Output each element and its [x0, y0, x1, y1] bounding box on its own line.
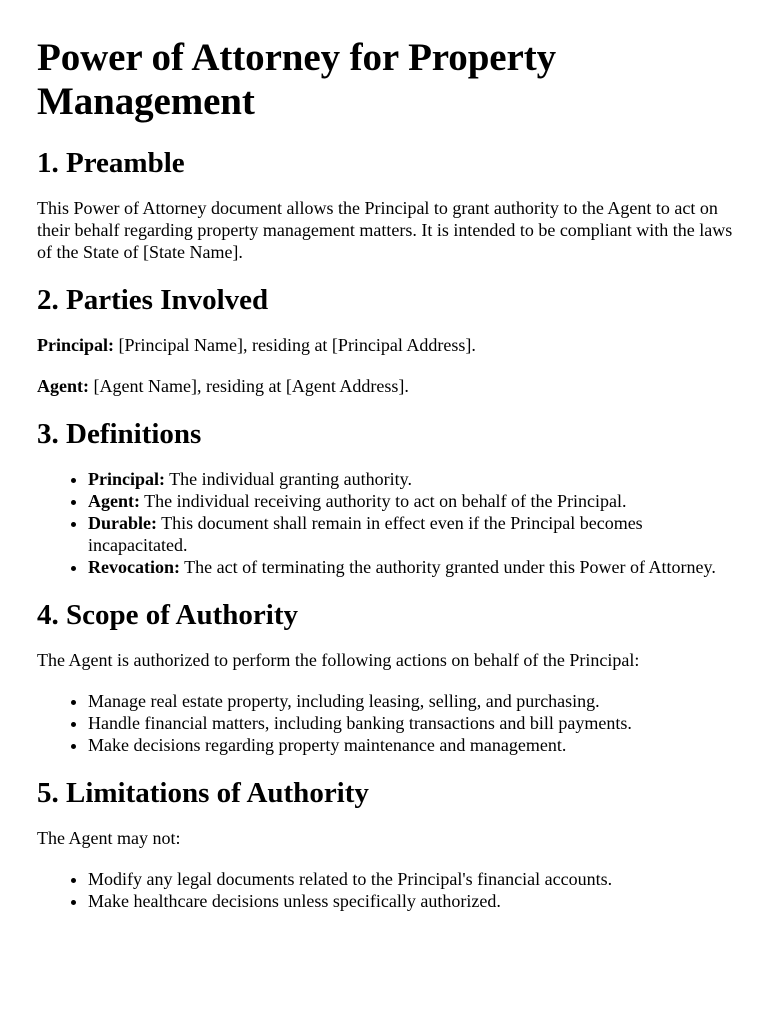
section-heading-definitions: 3. Definitions [37, 418, 202, 450]
agent-text: [Agent Name], residing at [Agent Address]. [89, 376, 409, 396]
section-heading-limitations: 5. Limitations of Authority [37, 777, 369, 809]
principal-text: [Principal Name], residing at [Principal Address]. [114, 335, 476, 355]
principal-line [37, 334, 733, 356]
section-heading-parties: 2. Parties Involved [37, 284, 269, 316]
list-item [88, 490, 733, 512]
section-definitions [37, 417, 733, 578]
preamble-text: This Power of Attorney document allows the Principal to grant authority to the Agent to act on their behalf regarding property management matters. It is intended to be compliant with the laws of the State of [State Name]. [37, 198, 733, 262]
section-preamble [37, 146, 733, 263]
agent-label: Agent: [37, 376, 89, 396]
list-item [88, 468, 733, 490]
section-heading-scope: 4. Scope of Authority [37, 599, 298, 631]
definition-term: Agent: [88, 491, 140, 511]
agent-line [37, 375, 733, 397]
definition-term: Durable: [88, 513, 157, 533]
definition-term: Revocation: [88, 557, 180, 577]
section-limitations [37, 776, 733, 912]
scope-intro: The Agent is authorized to perform the following actions on behalf of the Principal: [37, 650, 640, 670]
list-item: • Make decisions regarding property maintenance and management. [88, 734, 733, 756]
list-item: • Manage real estate property, including leasing, selling, and purchasing. [88, 690, 733, 712]
principal-label: Principal: [37, 335, 114, 355]
definitions-list [37, 468, 733, 578]
limitations-list [37, 868, 733, 912]
definition-text: The act of terminating the authority granted under this Power of Attorney. [179, 557, 716, 577]
document-title: Power of Attorney for Property Management [37, 36, 557, 123]
list-item: • Modify any legal documents related to the Principal's financial accounts. [88, 868, 733, 890]
definition-text: The individual receiving authority to act on behalf of the Principal. [140, 491, 627, 511]
list-item [88, 512, 733, 556]
list-item: • Make healthcare decisions unless specifically authorized. [88, 890, 733, 912]
definition-text: The individual granting authority. [165, 469, 412, 489]
list-item: • Handle financial matters, including banking transactions and bill payments. [88, 712, 733, 734]
section-scope [37, 598, 733, 756]
section-heading-preamble: 1. Preamble [37, 147, 185, 179]
scope-list [37, 690, 733, 756]
limitations-intro: The Agent may not: [37, 828, 181, 848]
definition-term: Principal: [88, 469, 165, 489]
section-parties [37, 283, 733, 397]
list-item [88, 556, 733, 578]
definition-text: This document shall remain in effect even if the Principal becomes incapacitated. [88, 513, 643, 555]
